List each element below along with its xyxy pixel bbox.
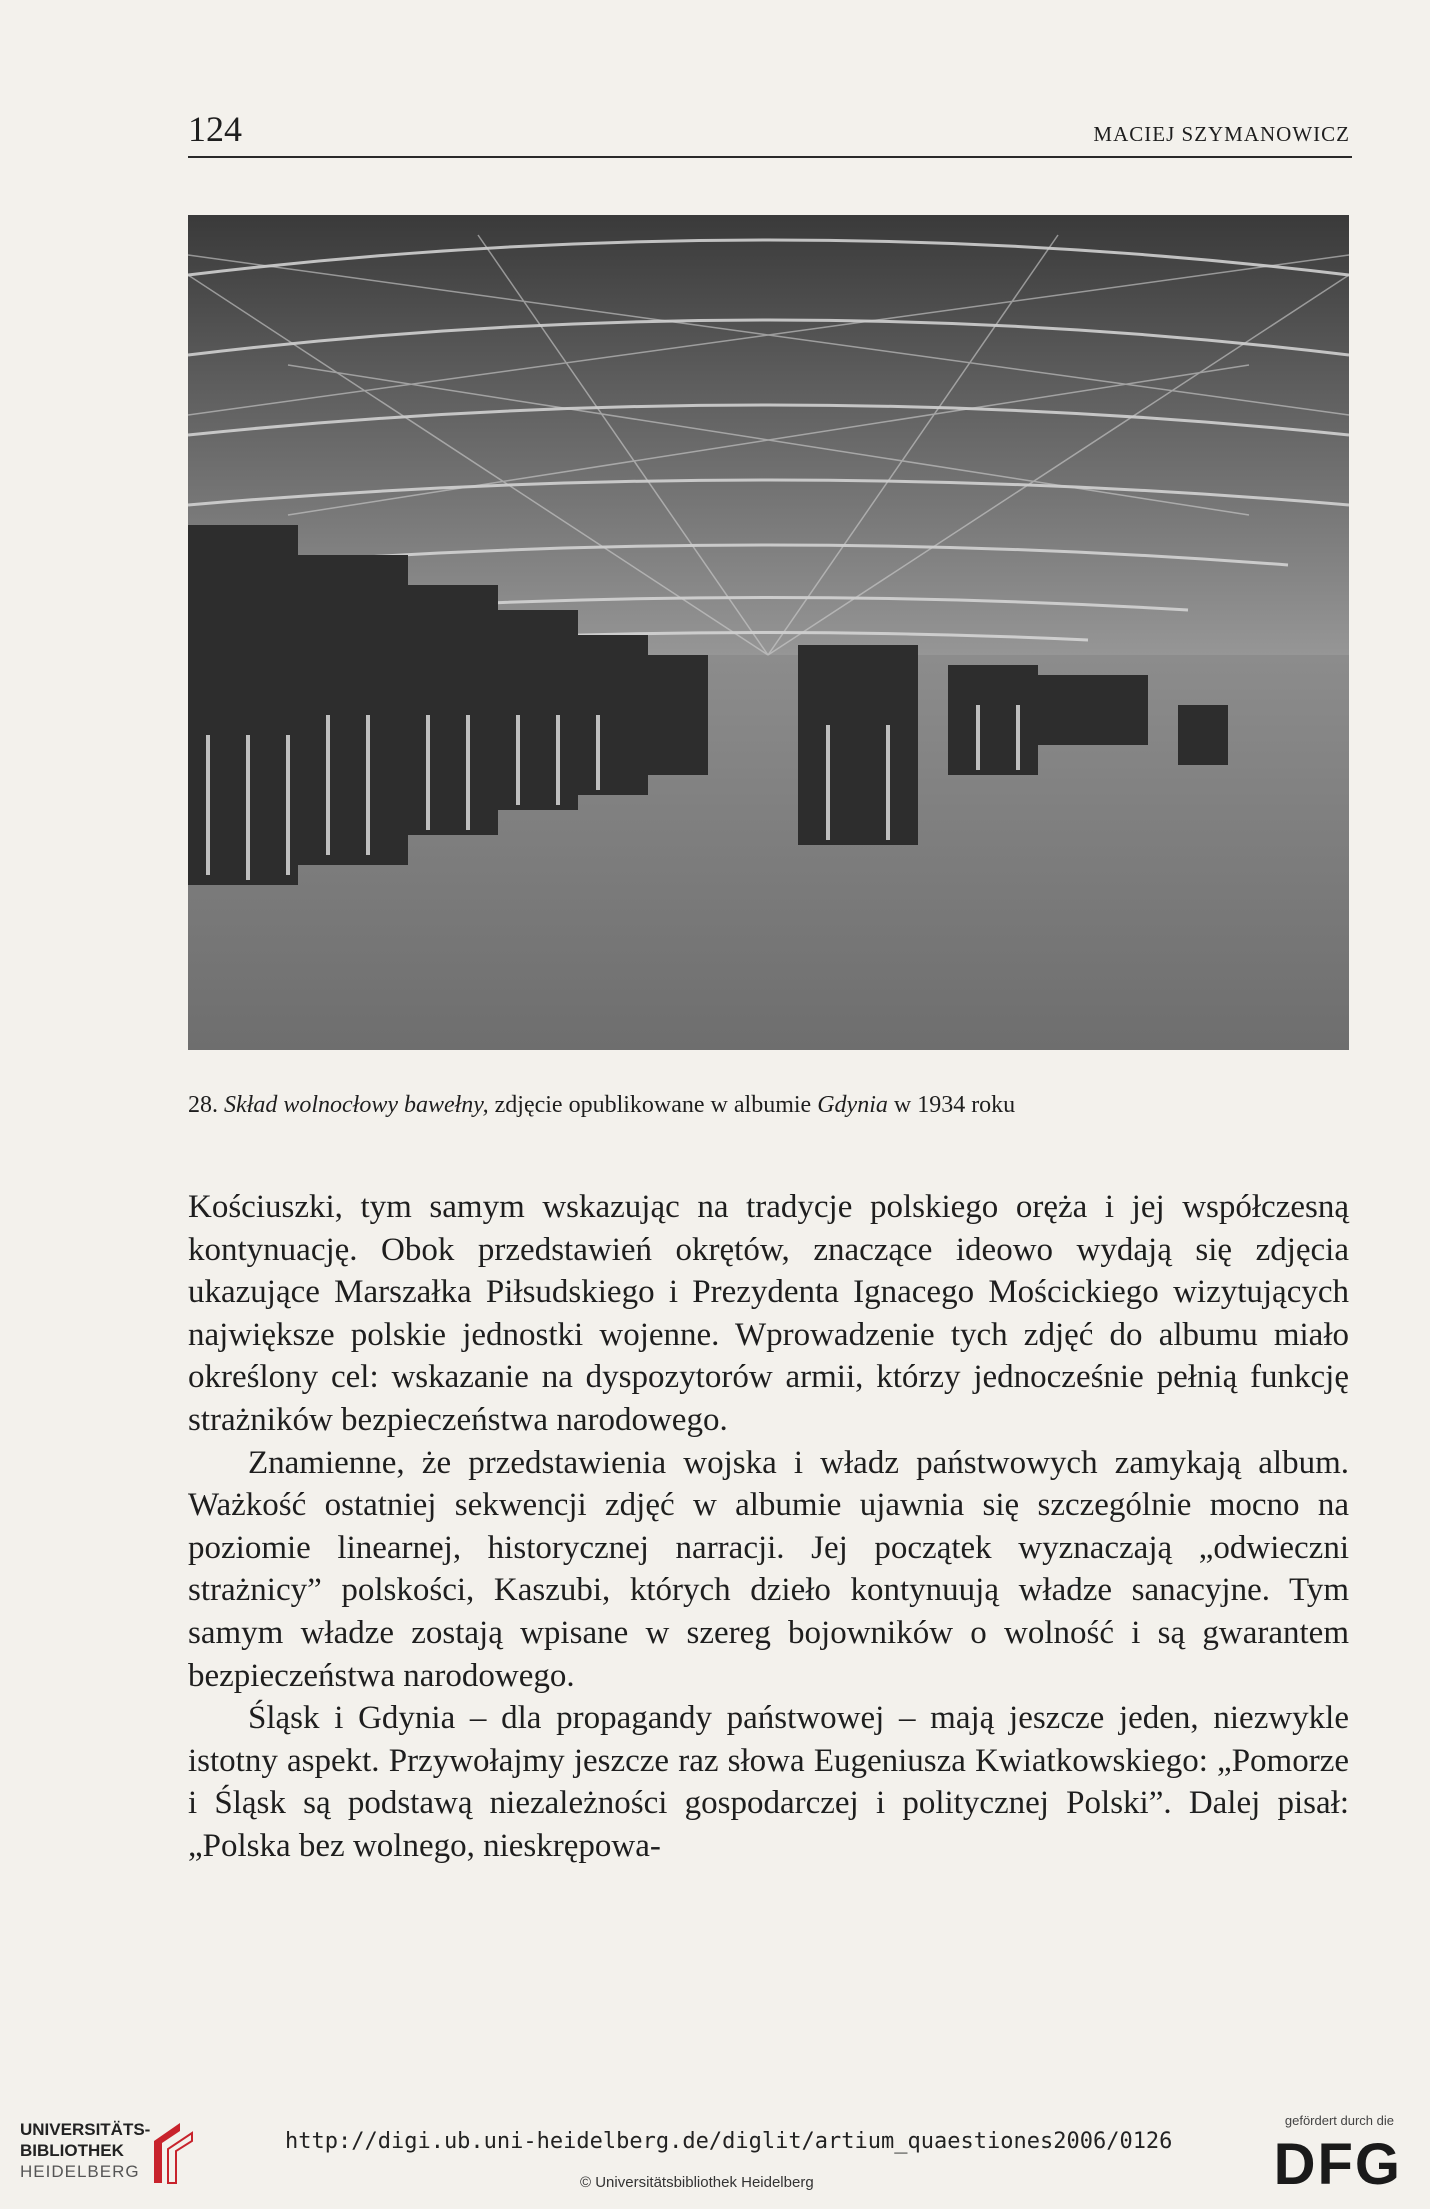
funding-note: gefördert durch die <box>1284 2113 1394 2128</box>
library-mark-icon <box>150 2117 196 2187</box>
library-name-line1: UNIVERSITÄTS- <box>20 2120 151 2139</box>
copyright-notice: © Universitätsbibliothek Heidelberg <box>580 2174 814 2191</box>
running-head: MACIEJ SZYMANOWICZ <box>1093 122 1350 146</box>
header-rule <box>188 156 1352 158</box>
caption-text-2: w 1934 roku <box>887 1092 1016 1118</box>
paragraph: Śląsk i Gdynia – dla propagandy państwowej – mają jeszcze jeden, niezwykle istotny aspekt. Przywołajmy jeszcze raz słowa Eugeniusza Kwiatkowskiego: „Pomorze i Śląsk są podstawą niezależności gospodarczej i politycznej Polski”. Dalej pisał: „Polska bez wolnego, nieskrępowa- <box>188 1700 1349 1864</box>
album-title: Gdynia <box>817 1092 888 1118</box>
digitization-footer <box>0 2105 1430 2209</box>
caption-text-1: zdjęcie opublikowane w albumie <box>488 1092 818 1118</box>
figure-caption <box>188 1092 1349 1119</box>
paragraph: Znamienne, że przedstawienia wojska i władz państwowych zamykają album. Ważkość ostatniej sekwencji zdjęć w albumie ujawnia się szczególnie mocno na poziomie linearnej, historycznej narracji. Jej początek wyznaczają „odwieczni strażnicy” polskości, Kaszubi, których dzieło kontynuują władze sanacyjne. Tym samym władze zostają wpisane w szereg bojowników o wolność i są gwarantem bezpieczeństwa narodowego. <box>188 1444 1349 1694</box>
paragraph: Kościuszki, tym samym wskazując na tradycje polskiego oręża i jej współczesną kontynuację. Obok przedstawień okrętów, znaczące ideowo wydają się zdjęcia ukazujące Marszałka Piłsudskiego i Prezydenta Ignacego Mościckiego wizytujących największe polskie jednostki wojenne. Wprowadzenie tych zdjęć do albumu miało określony cel: wskazanie na dyspozytorów armii, którzy jednocześnie pełnią funkcję strażników bezpieczeństwa narodowego. <box>188 1189 1349 1438</box>
source-url[interactable]: http://digi.ub.uni-heidelberg.de/diglit/artium_quaestiones2006/0126 <box>285 2129 1173 2154</box>
library-logo <box>20 2119 150 2182</box>
page-number: 124 <box>188 109 242 149</box>
library-name-line3: HEIDELBERG <box>20 2162 140 2181</box>
library-name-line2: BIBLIOTHEK <box>20 2141 124 2160</box>
figure-title: Skład wolnocłowy bawełny, <box>224 1092 489 1118</box>
body-text <box>188 1186 1349 1868</box>
warehouse-photo-image <box>188 215 1349 1050</box>
figure-number: 28. <box>188 1092 218 1118</box>
warehouse-photo <box>188 215 1349 1050</box>
dfg-logo: DFG <box>1273 2132 1402 2197</box>
